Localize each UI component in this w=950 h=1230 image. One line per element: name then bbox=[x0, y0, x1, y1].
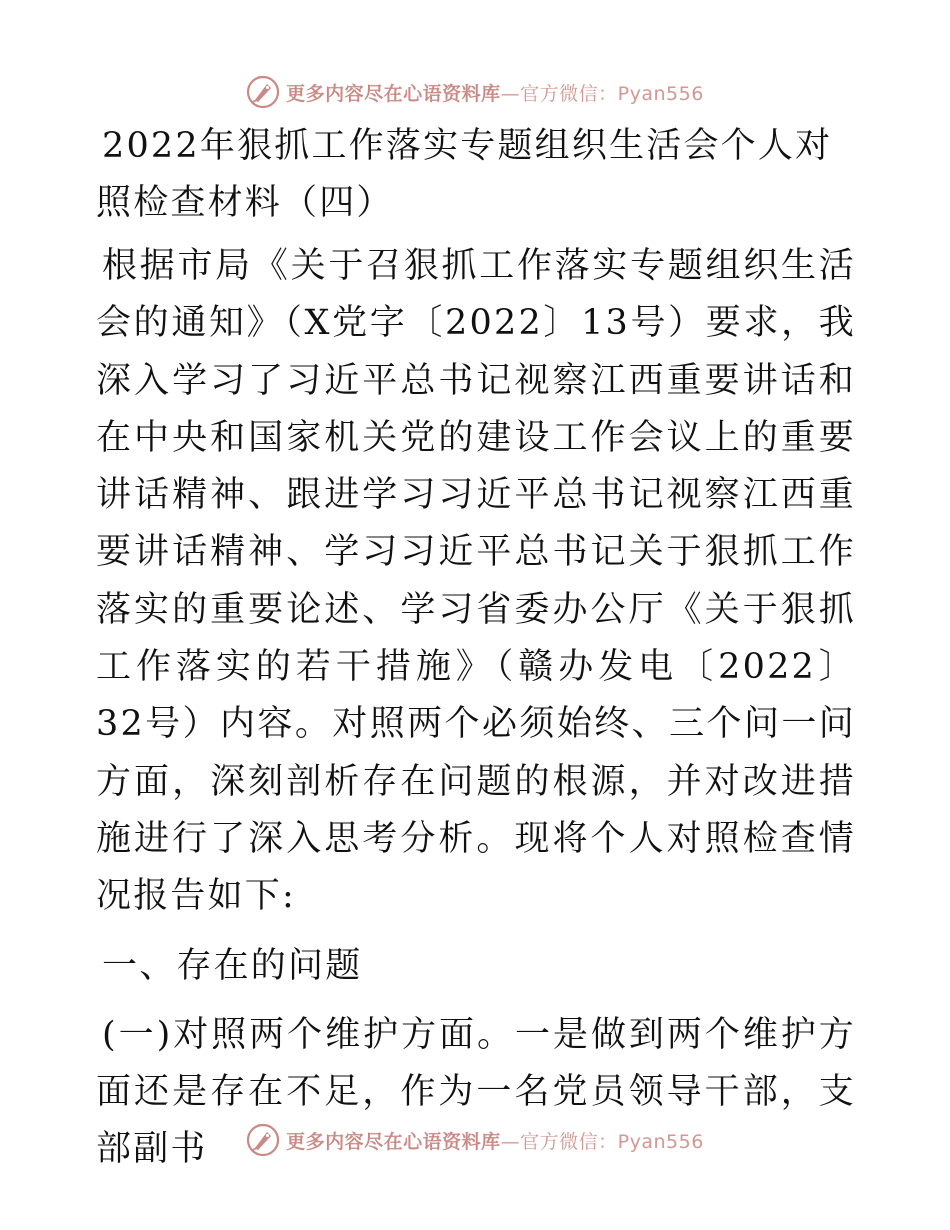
paragraph-subsection: (一)对照两个维护方面。一是做到两个维护方面还是存在不足，作为一名党员领导干部，支部副书 bbox=[96, 1014, 856, 1170]
watermark-rest: 官方微信：Pyan556 bbox=[520, 82, 704, 105]
document-body bbox=[96, 118, 856, 1191]
watermark-dash: — bbox=[500, 1130, 521, 1153]
pen-nib-logo-icon bbox=[246, 75, 280, 109]
watermark-footer bbox=[0, 1120, 950, 1160]
pen-nib-logo-icon bbox=[246, 1123, 280, 1157]
watermark-main: 更多内容尽在心语资料库 bbox=[286, 82, 501, 105]
watermark-rest: 官方微信：Pyan556 bbox=[520, 1130, 704, 1153]
document-title: 2022年狠抓工作落实专题组织生活会个人对照检查材料（四） bbox=[96, 126, 833, 223]
watermark-text bbox=[286, 79, 704, 106]
watermark-text bbox=[286, 1127, 704, 1154]
section-heading: 一、存在的问题 bbox=[102, 945, 363, 986]
paragraph-intro: 根据市局《关于召狠抓工作落实专题组织生活会的通知》（X党字〔2022〕13号）要求，我深入学习了习近平总书记视察江西重要讲话和在中央和国家机关党的建设工作会议上的重要讲话精神、跟进学习习近平总书记视察江西重要讲话精神、学习习近平总书记关于狠抓工作落实的重要论述、学习省委办公厅《关于狠抓工作落实的若干措施》（赣办发电〔2022〕32号）内容。对照两个必须始终、三个问一问方面，深刻剖析存在问题的根源，并对改进措施进行了深入思考分析。现将个人对照检查情况报告如下: bbox=[96, 246, 856, 917]
watermark-header bbox=[0, 72, 950, 112]
watermark-main: 更多内容尽在心语资料库 bbox=[286, 1130, 501, 1153]
watermark-dash: — bbox=[500, 82, 521, 105]
